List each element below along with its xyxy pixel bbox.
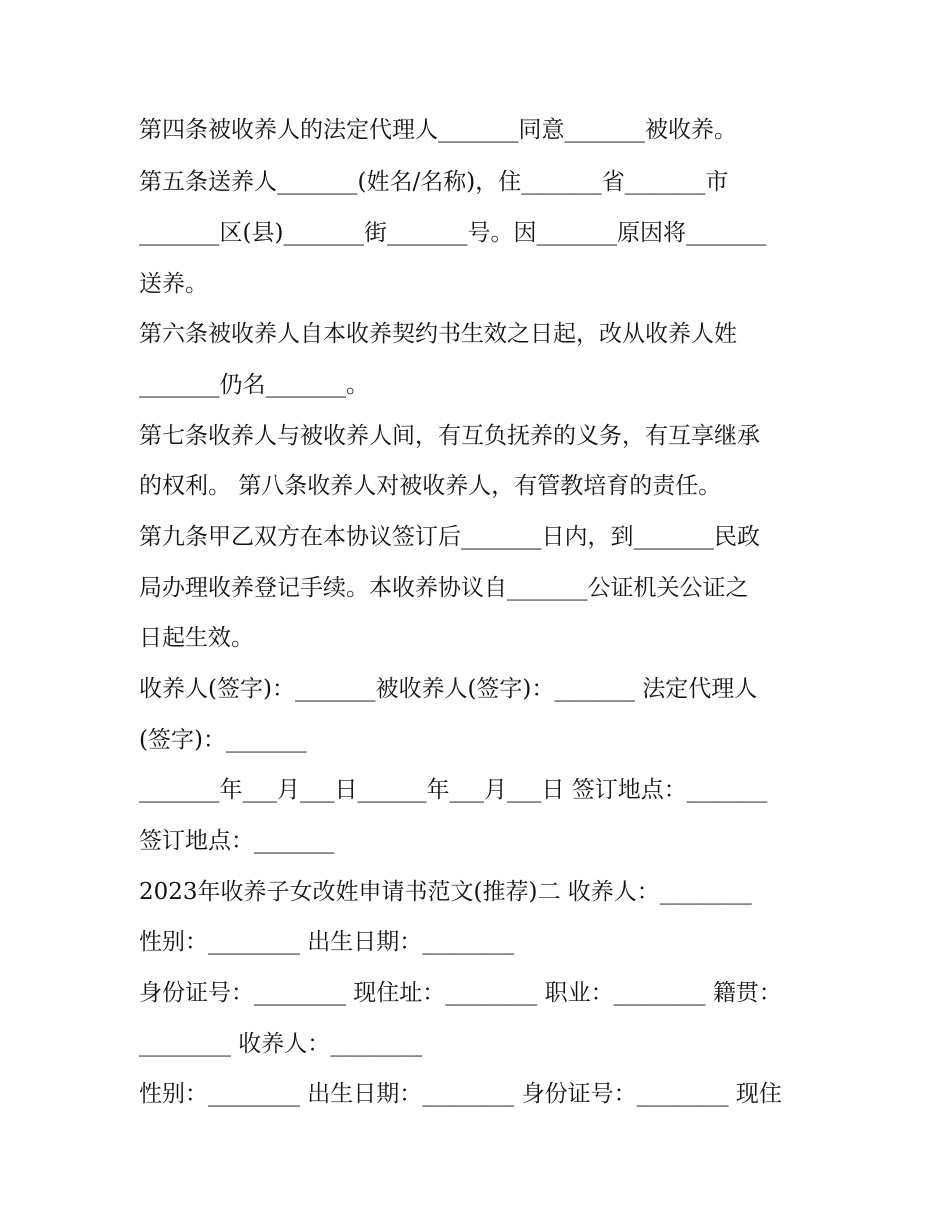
text-line: 收养人(签字)：_______被收养人(签字)：_______ 法定代理人	[139, 676, 758, 702]
text-line: _______年___月___日______年___月___日 签订地点：_______	[139, 777, 768, 803]
text-line: 第五条送养人_______(姓名/名称)，住_______省_______市	[139, 169, 729, 195]
text-line: 第六条被收养人自本收养契约书生效之日起，改从收养人姓	[139, 321, 737, 347]
text-line: 性别：________ 出生日期：________	[139, 929, 515, 955]
text-line: 送养。	[139, 271, 208, 297]
text-line: 2023年收养子女改姓申请书范文(推荐)二 收养人：________	[139, 879, 752, 905]
text-line: 的权利。 第八条收养人对被收养人，有管教培育的责任。	[139, 473, 722, 499]
text-line: 性别：________ 出生日期：________ 身份证号：________ 现住	[139, 1081, 782, 1107]
text-line: 局办理收养登记手续。本收养协议自_______公证机关公证之	[139, 575, 749, 601]
text-line: 第九条甲乙双方在本协议签订后_______日内，到_______民政	[139, 524, 760, 550]
text-line: 身份证号：________ 现住址：________ 职业：________ 籍贯：	[139, 980, 782, 1006]
text-line: 日起生效。	[139, 625, 254, 651]
text-line: _______区(县)_______街_______号。因_______原因将_______	[139, 220, 767, 246]
text-line: (签字)：_______	[139, 727, 307, 753]
text-line: _______仍名_______。	[139, 372, 369, 398]
text-line: 第七条收养人与被收养人间，有互负抚养的义务，有互享继承	[139, 423, 760, 449]
text-line: ________ 收养人：________	[139, 1031, 423, 1057]
text-line: 第四条被收养人的法定代理人_______同意_______被收养。	[139, 117, 737, 143]
text-line: 签订地点：_______	[139, 828, 335, 854]
